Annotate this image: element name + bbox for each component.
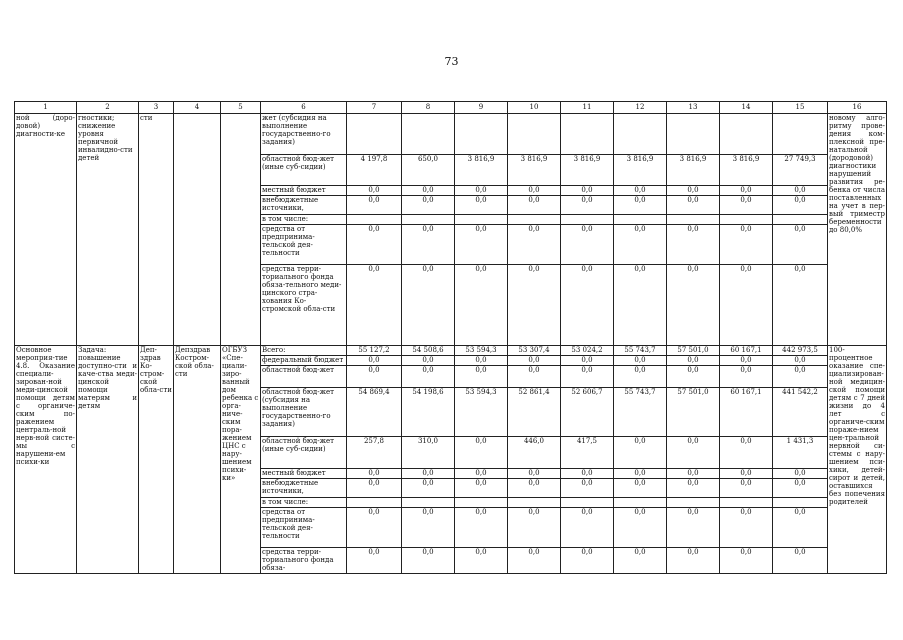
value-cell: 3 816,9 — [667, 155, 720, 186]
value-cell — [508, 114, 561, 155]
value-cell: 0,0 — [402, 356, 455, 366]
value-cell: 0,0 — [614, 265, 667, 346]
funding-source-label: в том числе: — [261, 215, 347, 225]
value-cell: 52 606,7 — [561, 388, 614, 437]
funding-source-label: областной бюд-жет (иные суб-сидии) — [261, 155, 347, 186]
column-header-3: 3 — [139, 102, 174, 114]
value-cell: 0,0 — [455, 437, 508, 469]
value-cell: 0,0 — [561, 225, 614, 265]
value-cell: 0,0 — [561, 548, 614, 574]
funding-source-label: средства от предпринима-тельской дея-тельности — [261, 508, 347, 548]
value-cell — [773, 215, 828, 225]
column-header-6: 6 — [261, 102, 347, 114]
value-cell — [508, 498, 561, 508]
value-cell: 53 594,3 — [455, 346, 508, 356]
value-cell: 0,0 — [402, 225, 455, 265]
value-cell: 3 816,9 — [720, 155, 773, 186]
value-cell: 0,0 — [667, 508, 720, 548]
value-cell — [561, 215, 614, 225]
value-cell: 0,0 — [561, 508, 614, 548]
value-cell: 441 542,2 — [773, 388, 828, 437]
value-cell: 0,0 — [773, 225, 828, 265]
value-cell: 0,0 — [614, 356, 667, 366]
funding-source-label: средства терри-ториального фонда обяза-тельного меди-цинского стра-хования Ко-стромской обла-сти — [261, 265, 347, 346]
value-cell: 0,0 — [614, 366, 667, 388]
value-cell: 0,0 — [773, 196, 828, 215]
value-cell: 0,0 — [455, 196, 508, 215]
page-number: 73 — [444, 55, 459, 68]
value-cell: 0,0 — [614, 196, 667, 215]
value-cell: 0,0 — [614, 225, 667, 265]
value-cell: 0,0 — [720, 366, 773, 388]
value-cell: 0,0 — [773, 479, 828, 498]
value-cell: 417,5 — [561, 437, 614, 469]
value-cell: 0,0 — [614, 469, 667, 479]
value-cell — [402, 498, 455, 508]
value-cell — [561, 498, 614, 508]
value-cell: 0,0 — [667, 196, 720, 215]
value-cell: 0,0 — [402, 366, 455, 388]
value-cell: 0,0 — [347, 265, 402, 346]
value-cell: 55 743,7 — [614, 346, 667, 356]
value-cell — [347, 498, 402, 508]
column-header-5: 5 — [221, 102, 261, 114]
value-cell: 0,0 — [667, 366, 720, 388]
value-cell: 0,0 — [561, 196, 614, 215]
value-cell: 0,0 — [508, 548, 561, 574]
value-cell: 0,0 — [561, 366, 614, 388]
column-header-1: 1 — [15, 102, 77, 114]
value-cell — [667, 498, 720, 508]
value-cell: 0,0 — [455, 356, 508, 366]
merged-cell-c4: Депздрав Костром-ской обла-сти — [174, 346, 221, 574]
value-cell: 3 816,9 — [455, 155, 508, 186]
value-cell — [614, 114, 667, 155]
value-cell — [455, 498, 508, 508]
value-cell: 0,0 — [667, 356, 720, 366]
value-cell — [347, 114, 402, 155]
value-cell: 52 861,4 — [508, 388, 561, 437]
value-cell: 0,0 — [347, 196, 402, 215]
merged-cell-c1: ной (доро-довой) диагности-ке — [15, 114, 77, 346]
value-cell: 0,0 — [455, 225, 508, 265]
value-cell: 0,0 — [773, 366, 828, 388]
value-cell — [720, 114, 773, 155]
value-cell: 3 816,9 — [614, 155, 667, 186]
value-cell: 650,0 — [402, 155, 455, 186]
value-cell: 0,0 — [773, 508, 828, 548]
value-cell — [455, 114, 508, 155]
value-cell: 54 869,4 — [347, 388, 402, 437]
value-cell: 442 973,5 — [773, 346, 828, 356]
value-cell: 0,0 — [508, 186, 561, 196]
value-cell: 54 508,6 — [402, 346, 455, 356]
value-cell: 0,0 — [508, 196, 561, 215]
merged-cell-c16: новому алго-ритму прове-дения ком-плексной пре-натальной (дородовой) диагностики нарушений развития ре-бенка от числа поставленных на учет в пер-вый триместр беременности до 80,0% — [828, 114, 887, 346]
value-cell — [720, 215, 773, 225]
value-cell: 0,0 — [561, 479, 614, 498]
funding-source-label: местный бюджет — [261, 469, 347, 479]
column-header-11: 11 — [561, 102, 614, 114]
value-cell: 0,0 — [667, 265, 720, 346]
header-row — [15, 102, 887, 114]
value-cell: 0,0 — [508, 225, 561, 265]
value-cell: 0,0 — [508, 469, 561, 479]
value-cell: 0,0 — [402, 196, 455, 215]
value-cell: 0,0 — [508, 366, 561, 388]
column-header-2: 2 — [77, 102, 139, 114]
value-cell — [508, 215, 561, 225]
value-cell: 0,0 — [455, 548, 508, 574]
value-cell: 0,0 — [773, 548, 828, 574]
value-cell: 0,0 — [508, 508, 561, 548]
value-cell: 0,0 — [347, 508, 402, 548]
value-cell: 0,0 — [667, 437, 720, 469]
value-cell: 27 749,3 — [773, 155, 828, 186]
column-header-10: 10 — [508, 102, 561, 114]
value-cell: 0,0 — [720, 479, 773, 498]
value-cell: 60 167,1 — [720, 388, 773, 437]
value-cell — [614, 215, 667, 225]
value-cell: 0,0 — [720, 265, 773, 346]
value-cell: 0,0 — [402, 186, 455, 196]
value-cell: 53 594,3 — [455, 388, 508, 437]
value-cell: 0,0 — [614, 548, 667, 574]
table-row — [15, 114, 887, 155]
funding-source-label: внебюджетные источники, — [261, 479, 347, 498]
merged-cell-c16: 100-процентное оказание спе-циализирован-ной медицин-ской помощи детям с 7 дней жизни до 4 лет с органиче-ским пораже-нием цен-тральной нервной си-стемы с нару-шением пси-хики, детей-сирот и детей, оставшихся без попечения родителей — [828, 346, 887, 574]
value-cell: 0,0 — [720, 356, 773, 366]
value-cell: 0,0 — [614, 508, 667, 548]
column-header-9: 9 — [455, 102, 508, 114]
value-cell: 0,0 — [455, 366, 508, 388]
value-cell: 60 167,1 — [720, 346, 773, 356]
value-cell — [720, 498, 773, 508]
funding-source-label: областной бюд-жет (иные суб-сидии) — [261, 437, 347, 469]
value-cell: 0,0 — [667, 469, 720, 479]
column-header-16: 16 — [828, 102, 887, 114]
value-cell: 0,0 — [402, 265, 455, 346]
column-header-13: 13 — [667, 102, 720, 114]
value-cell: 0,0 — [667, 225, 720, 265]
value-cell: 0,0 — [773, 186, 828, 196]
value-cell: 310,0 — [402, 437, 455, 469]
merged-cell-c2: гностики; снижение уровня первичной инвалидно-сти детей — [77, 114, 139, 346]
value-cell: 0,0 — [508, 479, 561, 498]
value-cell: 0,0 — [667, 186, 720, 196]
merged-cell-c5 — [221, 114, 261, 346]
value-cell — [402, 215, 455, 225]
funding-source-label: жет (субсидия на выполнение государственно-го задания) — [261, 114, 347, 155]
column-header-7: 7 — [347, 102, 402, 114]
funding-source-label: внебюджетные источники, — [261, 196, 347, 215]
value-cell: 1 431,3 — [773, 437, 828, 469]
value-cell: 54 198,6 — [402, 388, 455, 437]
value-cell: 0,0 — [561, 356, 614, 366]
value-cell: 0,0 — [402, 469, 455, 479]
value-cell: 0,0 — [614, 186, 667, 196]
value-cell: 446,0 — [508, 437, 561, 469]
value-cell — [402, 114, 455, 155]
value-cell: 0,0 — [455, 479, 508, 498]
column-header-14: 14 — [720, 102, 773, 114]
value-cell: 57 501,0 — [667, 388, 720, 437]
value-cell — [455, 215, 508, 225]
table-row — [15, 346, 887, 356]
value-cell: 0,0 — [667, 479, 720, 498]
value-cell — [667, 114, 720, 155]
value-cell: 0,0 — [347, 548, 402, 574]
merged-cell-c2: Задача: повышение доступно-сти и каче-ства меди-цинской помощи матерям и детям — [77, 346, 139, 574]
value-cell — [667, 215, 720, 225]
value-cell: 0,0 — [347, 225, 402, 265]
value-cell: 0,0 — [347, 469, 402, 479]
value-cell: 0,0 — [402, 508, 455, 548]
value-cell: 0,0 — [773, 469, 828, 479]
value-cell: 0,0 — [720, 508, 773, 548]
value-cell: 0,0 — [402, 479, 455, 498]
merged-cell-c4 — [174, 114, 221, 346]
merged-cell-c1: Основное мероприя-тие 4.8. Оказание специали-зирован-ной меди-цинской помощи детям с органиче-ским по-ражением централь-ной нерв-ной систе-мы с нарушени-ем психи-ки — [15, 346, 77, 574]
value-cell: 0,0 — [561, 469, 614, 479]
value-cell: 0,0 — [508, 265, 561, 346]
value-cell: 53 307,4 — [508, 346, 561, 356]
value-cell: 0,0 — [561, 265, 614, 346]
value-cell: 0,0 — [455, 469, 508, 479]
value-cell: 0,0 — [773, 356, 828, 366]
value-cell: 0,0 — [347, 186, 402, 196]
value-cell: 0,0 — [720, 548, 773, 574]
column-header-4: 4 — [174, 102, 221, 114]
funding-source-label: федеральный бюджет — [261, 356, 347, 366]
funding-source-label: средства от предпринима-тельской дея-тельности — [261, 225, 347, 265]
column-header-12: 12 — [614, 102, 667, 114]
value-cell: 0,0 — [720, 186, 773, 196]
funding-source-label: областной бюд-жет (субсидия на выполнение государственно-го задания) — [261, 388, 347, 437]
value-cell: 0,0 — [455, 508, 508, 548]
value-cell: 57 501,0 — [667, 346, 720, 356]
value-cell: 0,0 — [402, 548, 455, 574]
value-cell: 0,0 — [720, 437, 773, 469]
column-header-8: 8 — [402, 102, 455, 114]
value-cell: 0,0 — [347, 366, 402, 388]
column-header-15: 15 — [773, 102, 828, 114]
value-cell: 0,0 — [561, 186, 614, 196]
merged-cell-c3: сти — [139, 114, 174, 346]
value-cell: 0,0 — [614, 479, 667, 498]
merged-cell-c5: ОГБУЗ «Спе-циали-зиро-ванный дом ребенка с орга-ниче-ским пора-жением ЦНС с нару-шением психи-ки» — [221, 346, 261, 574]
value-cell: 0,0 — [508, 356, 561, 366]
value-cell — [347, 215, 402, 225]
funding-source-label: средства терри-ториального фонда обяза- — [261, 548, 347, 574]
value-cell — [773, 114, 828, 155]
value-cell: 55 743,7 — [614, 388, 667, 437]
value-cell: 0,0 — [455, 186, 508, 196]
value-cell: 0,0 — [614, 437, 667, 469]
funding-source-label: местный бюджет — [261, 186, 347, 196]
budget-table — [14, 101, 887, 574]
value-cell: 0,0 — [347, 479, 402, 498]
value-cell: 0,0 — [455, 265, 508, 346]
funding-source-label: областной бюд-жет — [261, 366, 347, 388]
value-cell: 257,8 — [347, 437, 402, 469]
value-cell: 0,0 — [720, 196, 773, 215]
funding-source-label: в том числе: — [261, 498, 347, 508]
merged-cell-c3: Деп-здрав Ко-стром-ской обла-сти — [139, 346, 174, 574]
value-cell: 53 024,2 — [561, 346, 614, 356]
value-cell — [561, 114, 614, 155]
value-cell: 55 127,2 — [347, 346, 402, 356]
value-cell: 0,0 — [347, 356, 402, 366]
value-cell: 3 816,9 — [561, 155, 614, 186]
value-cell: 0,0 — [667, 548, 720, 574]
value-cell: 0,0 — [720, 469, 773, 479]
value-cell: 0,0 — [773, 265, 828, 346]
value-cell: 3 816,9 — [508, 155, 561, 186]
value-cell: 4 197,8 — [347, 155, 402, 186]
value-cell: 0,0 — [720, 225, 773, 265]
value-cell — [773, 498, 828, 508]
funding-source-label: Всего: — [261, 346, 347, 356]
value-cell — [614, 498, 667, 508]
